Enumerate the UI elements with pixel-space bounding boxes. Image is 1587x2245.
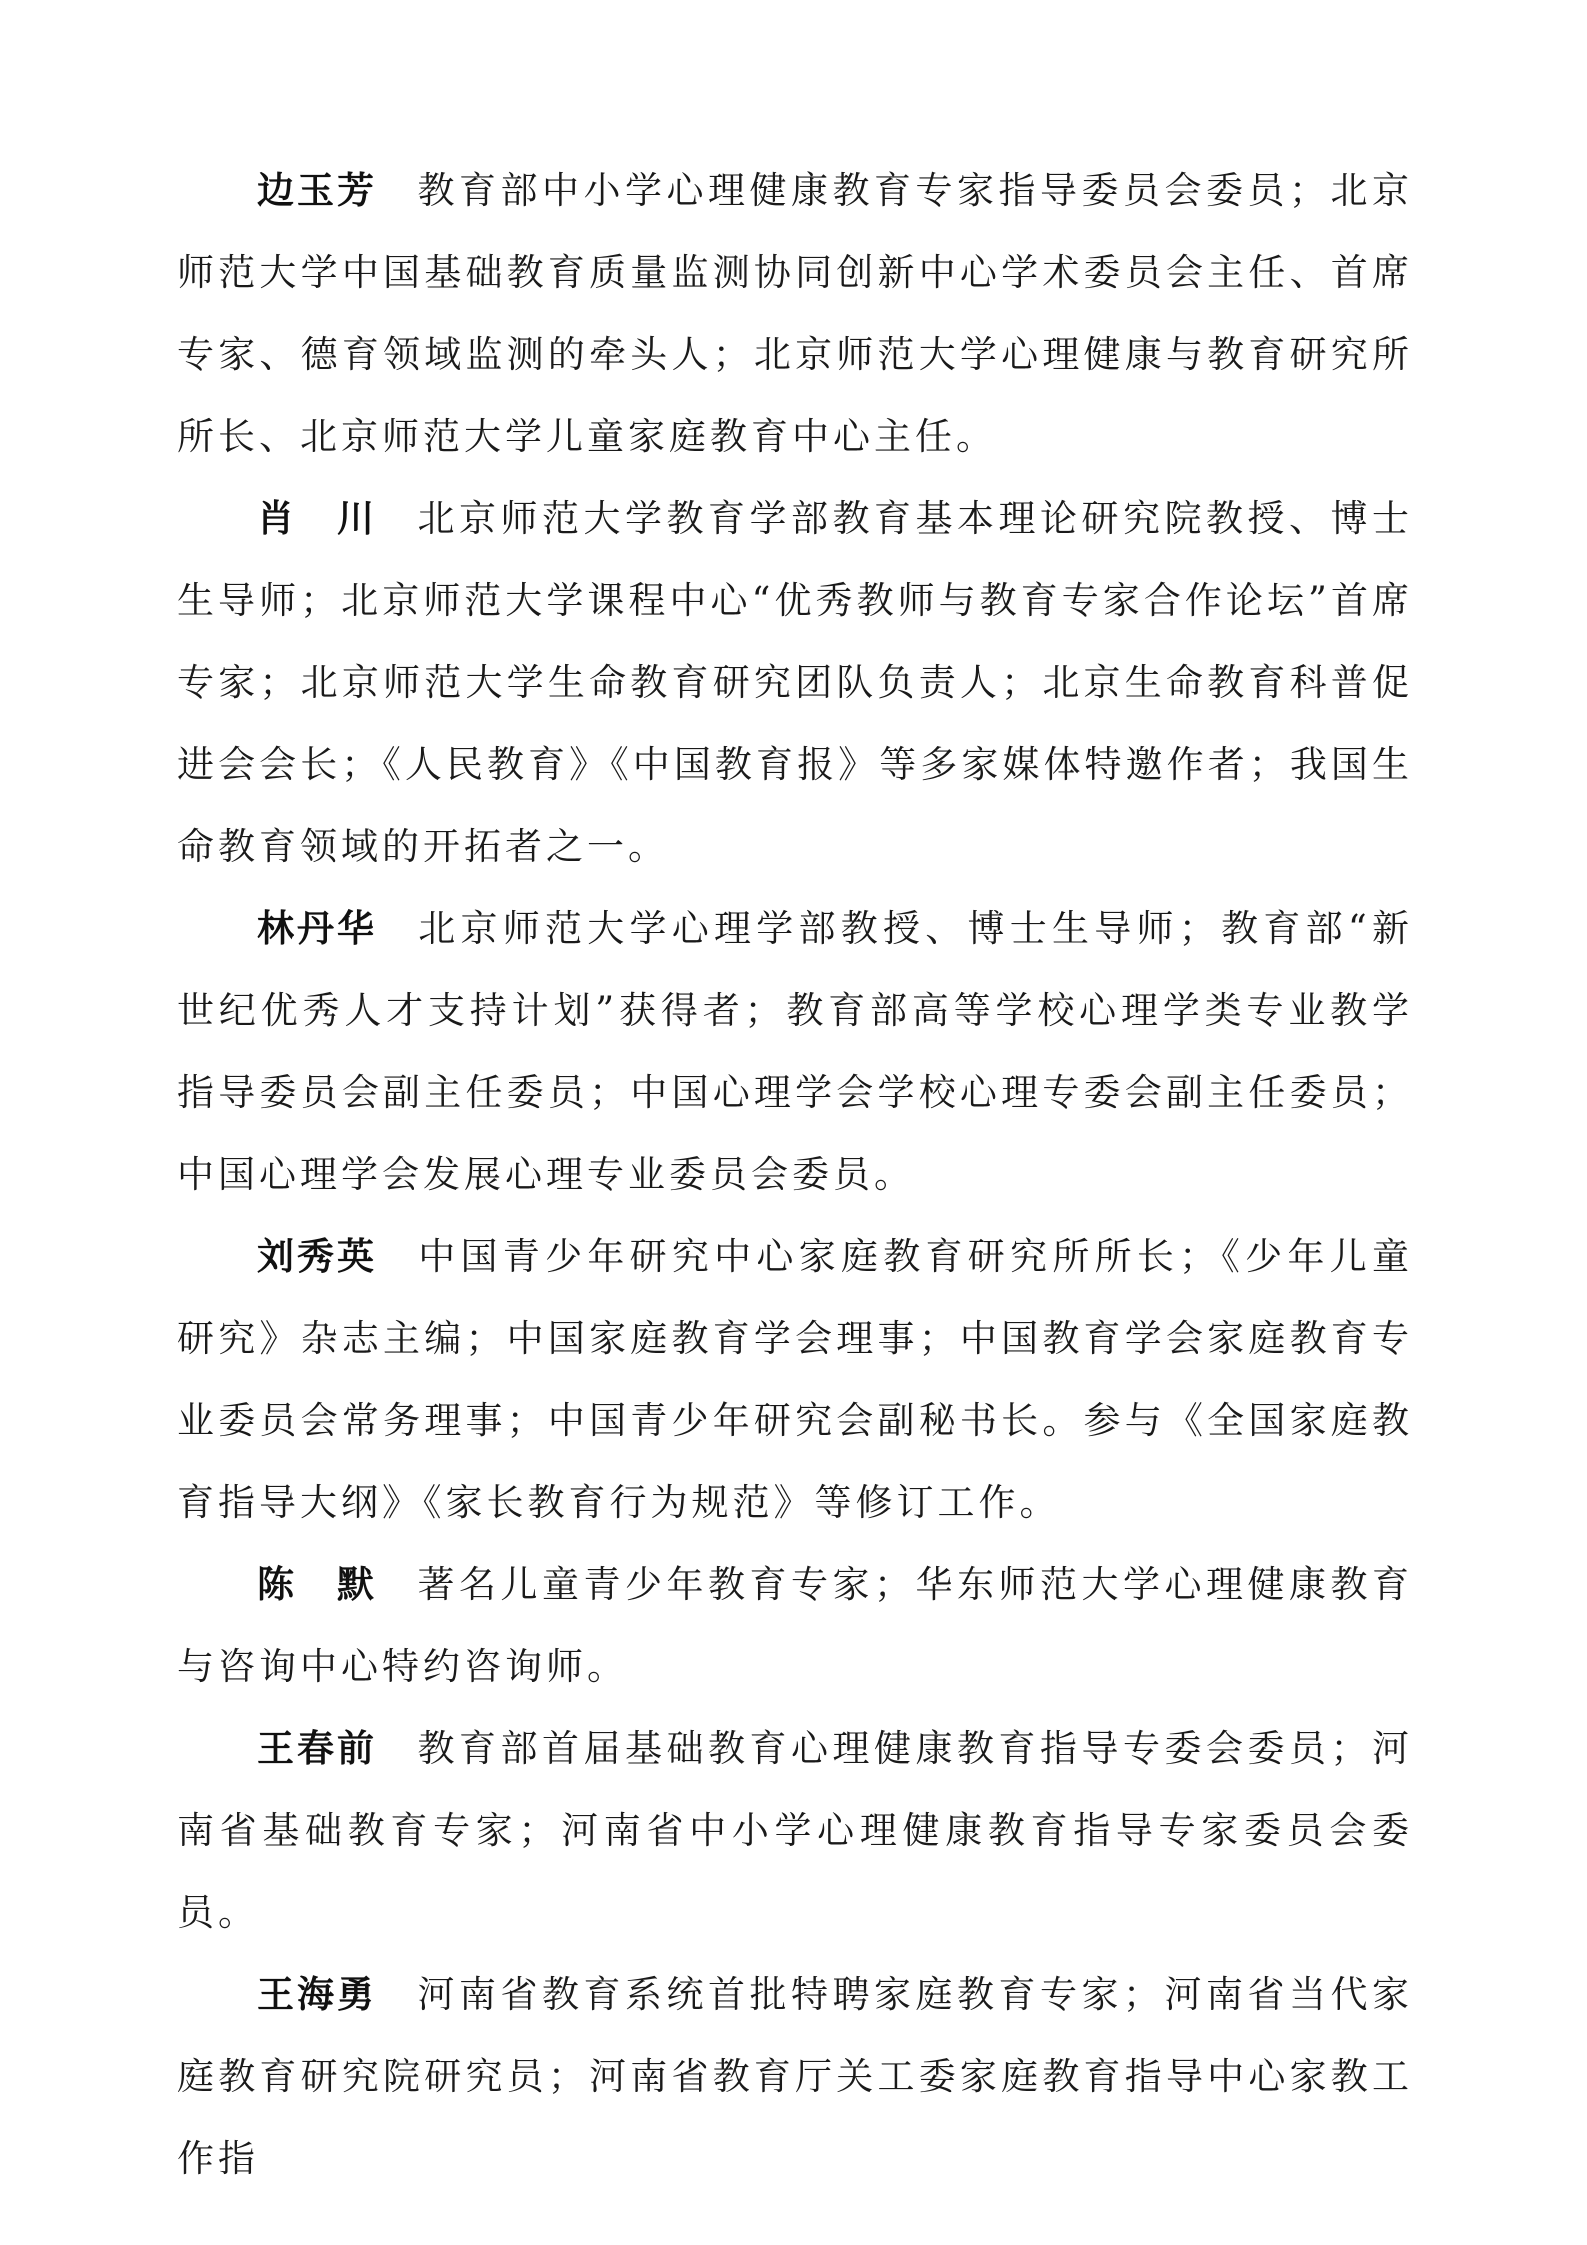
expert-name: 王春前 xyxy=(257,1727,377,1770)
expert-list xyxy=(177,150,1413,2200)
expert-bio: 教育部中小学心理健康教育专家指导委员会委员；北京师范大学中国基础教育质量监测协同创新中心学术委员会主任、首席专家、德育领域监测的牵头人；北京师范大学心理健康与教育研究所所长、北京师范大学儿童家庭教育中心主任。 xyxy=(177,169,1413,458)
expert-entry xyxy=(177,1544,1413,1708)
expert-entry xyxy=(177,478,1413,888)
expert-entry xyxy=(177,1954,1413,2200)
expert-entry xyxy=(177,1216,1413,1544)
expert-name: 边玉芳 xyxy=(257,169,377,212)
expert-bio: 北京师范大学心理学部教授、博士生导师；教育部“新世纪优秀人才支持计划”获得者；教育部高等学校心理学类专业教学指导委员会副主任委员；中国心理学会学校心理专委会副主任委员；中国心理学会发展心理专业委员会委员。 xyxy=(177,907,1413,1196)
expert-bio: 中国青少年研究中心家庭教育研究所所长；《少年儿童研究》杂志主编；中国家庭教育学会理事；中国教育学会家庭教育专业委员会常务理事；中国青少年研究会副秘书长。参与《全国家庭教育指导大纲》《家长教育行为规范》等修订工作。 xyxy=(177,1235,1413,1524)
expert-name: 林丹华 xyxy=(257,907,377,950)
expert-bio: 北京师范大学教育学部教育基本理论研究院教授、博士生导师；北京师范大学课程中心“优秀教师与教育专家合作论坛”首席专家；北京师范大学生命教育研究团队负责人；北京生命教育科普促进会会长；《人民教育》《中国教育报》等多家媒体特邀作者；我国生命教育领域的开拓者之一。 xyxy=(177,497,1413,868)
expert-name: 王海勇 xyxy=(257,1973,377,2016)
expert-bio: 教育部首届基础教育心理健康教育指导专委会委员；河南省基础教育专家；河南省中小学心理健康教育指导专家委员会委员。 xyxy=(177,1727,1413,1934)
expert-bio: 著名儿童青少年教育专家；华东师范大学心理健康教育与咨询中心特约咨询师。 xyxy=(177,1563,1413,1688)
expert-bio: 河南省教育系统首批特聘家庭教育专家；河南省当代家庭教育研究院研究员；河南省教育厅关工委家庭教育指导中心家教工作指 xyxy=(177,1973,1413,2180)
expert-entry xyxy=(177,150,1413,478)
expert-name: 陈 默 xyxy=(257,1563,377,1606)
expert-name: 刘秀英 xyxy=(257,1235,377,1278)
expert-entry xyxy=(177,888,1413,1216)
expert-name: 肖 川 xyxy=(257,497,377,540)
expert-entry xyxy=(177,1708,1413,1954)
